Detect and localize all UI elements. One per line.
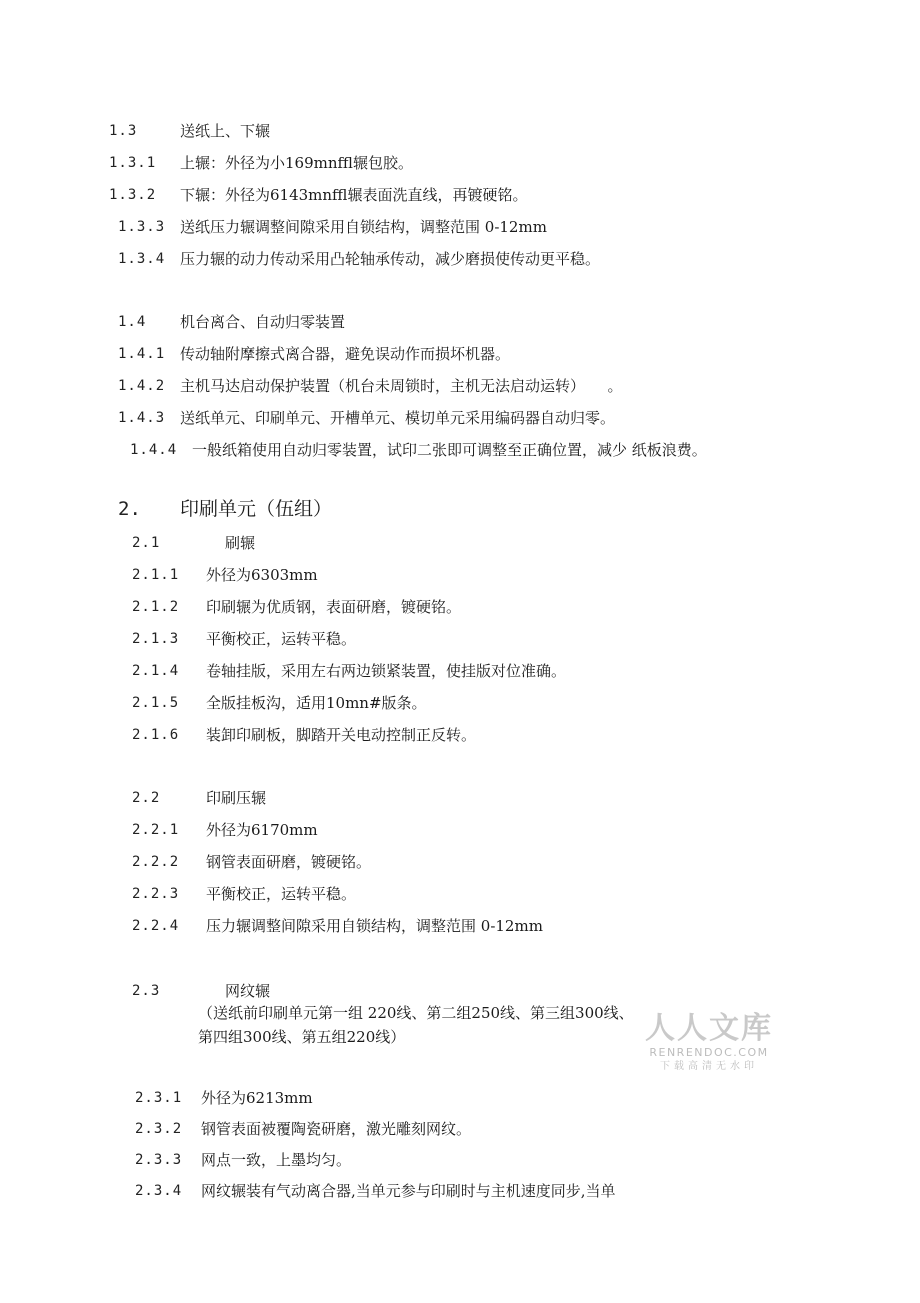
item-text: 外径为6303mm	[206, 566, 318, 584]
item-number: 1.4.4	[130, 442, 178, 458]
note-text: （送纸前印刷单元第一组 220线、第二组250线、第三组300线、	[198, 1004, 634, 1022]
item-number: 1.4.2	[118, 378, 166, 394]
chapter-title: 印刷单元（伍组）	[180, 498, 333, 520]
item-text: 传动轴附摩擦式离合器，避免误动作而损坏机器。	[180, 345, 511, 363]
item-number: 2.2.3	[132, 886, 180, 902]
item-number: 2.1.4	[132, 663, 180, 679]
item-number: 1.3.4	[118, 251, 166, 267]
item-number: 2.1.3	[132, 631, 180, 647]
item-text: 卷轴挂版，采用左右两边锁紧装置，使挂版对位准确。	[206, 662, 567, 680]
item-text: 一般纸箱使用自动归零装置，试印二张即可调整至正确位置，减少 纸板浪费。	[192, 441, 707, 459]
item-text: 下辗：外径为6143mnffl辗表面洗直线，再镀硬铭。	[180, 186, 528, 204]
section-number: 1.4	[118, 314, 147, 330]
item-text: 上辗：外径为小169mnffl辗包胶。	[180, 154, 413, 172]
item-text: 平衡校正，运转平稳。	[206, 885, 357, 903]
watermark-tagline: 下载高清无水印	[660, 1061, 758, 1072]
item-number: 2.1.5	[132, 695, 180, 711]
item-number: 2.2.1	[132, 822, 180, 838]
section-number: 1.3	[109, 123, 138, 139]
item-text: 平衡校正，运转平稳。	[206, 630, 357, 648]
item-number: 1.4.3	[118, 410, 166, 426]
section-heading: 机台离合、自动归零装置	[180, 313, 346, 331]
item-number: 2.2.2	[132, 854, 180, 870]
watermark-logo	[645, 1012, 773, 1074]
chapter-number: 2.	[118, 498, 141, 520]
item-text: 外径为6213mm	[201, 1089, 313, 1107]
item-number: 2.1.6	[132, 727, 180, 743]
item-text: 全版挂板沟，适用10mn#版条。	[206, 694, 427, 712]
item-text: 压力辗调整间隙采用自锁结构，调整范围 0-12mm	[206, 917, 543, 935]
item-number: 1.3.1	[109, 155, 157, 171]
item-text: 压力辗的动力传动采用凸轮轴承传动，减少磨损使传动更平稳。	[180, 250, 601, 268]
item-number: 2.2.4	[132, 918, 180, 934]
section-heading: 网纹辗	[225, 982, 271, 1000]
item-text: 网纹辗装有气动离合器,当单元参与印刷时与主机速度同步,当单	[201, 1182, 616, 1200]
item-number: 1.3.2	[109, 187, 157, 203]
item-text: 网点一致，上墨均匀。	[201, 1151, 352, 1169]
item-text: 送纸压力辗调整间隙采用自锁结构，调整范围 0-12mm	[180, 218, 547, 236]
section-number: 2.2	[132, 790, 161, 806]
item-text: 外径为6170mm	[206, 821, 318, 839]
item-text: 送纸单元、印刷单元、开槽单元、模切单元采用编码器自动归零。	[180, 409, 616, 427]
item-number: 1.4.1	[118, 346, 166, 362]
section-number: 2.3	[132, 983, 161, 999]
item-number: 1.3.3	[118, 219, 166, 235]
item-number: 2.3.2	[135, 1121, 183, 1137]
section-heading: 送纸上、下辗	[180, 122, 271, 140]
item-text: 印刷辗为优质钢，表面研磨，镀硬铭。	[206, 598, 462, 616]
item-number: 2.1.2	[132, 599, 180, 615]
item-text: 装卸印刷板，脚踏开关电动控制正反转。	[206, 726, 477, 744]
watermark-domain: RENRENDOC.COM	[649, 1046, 769, 1059]
section-heading: 印刷压辗	[206, 789, 267, 807]
section-heading: 刷辗	[225, 534, 256, 552]
item-number: 2.3.1	[135, 1090, 183, 1106]
watermark-brand: 人人文库	[645, 1011, 773, 1046]
item-text: 钢管表面研磨，镀硬铭。	[206, 853, 372, 871]
item-number: 2.3.3	[135, 1152, 183, 1168]
note-text: 第四组300线、第五组220线）	[198, 1028, 406, 1046]
item-number: 2.3.4	[135, 1183, 183, 1199]
item-text: 主机马达启动保护装置（机台未周锁时，主机无法启动运转） 。	[180, 377, 623, 395]
section-number: 2.1	[132, 535, 161, 551]
item-number: 2.1.1	[132, 567, 180, 583]
item-text: 钢管表面被覆陶瓷研磨，激光雕刻网纹。	[201, 1120, 472, 1138]
